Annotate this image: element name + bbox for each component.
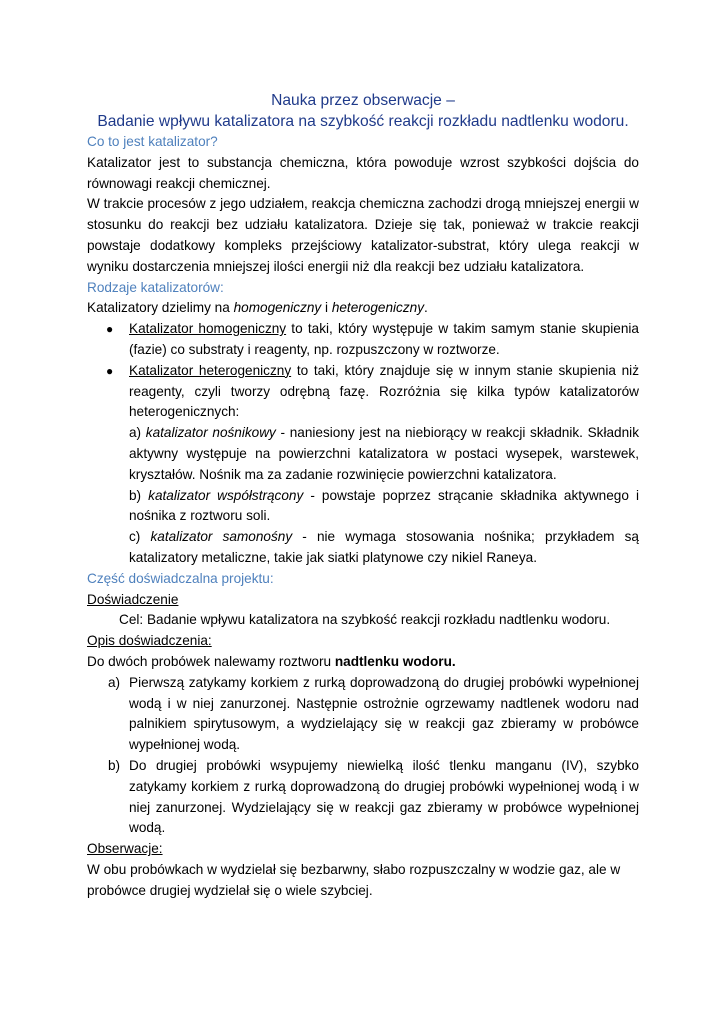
paragraph-types-intro <box>87 298 639 319</box>
heading-experimental-part: Część doświadczalna projektu: <box>87 570 274 586</box>
term-heterogeneous-catalyst: Katalizator heterogeniczny <box>129 362 292 378</box>
term-homogeneous-catalyst: Katalizator homogeniczny <box>129 321 287 337</box>
subtype-label: a) <box>129 425 146 441</box>
list-item-homogeneous <box>106 319 639 361</box>
intro-text: Katalizatory dzielimy na <box>87 300 234 316</box>
step-label: a) <box>108 674 121 690</box>
document-title <box>87 90 639 132</box>
paragraph-definition: Katalizator jest to substancja chemiczna, która powoduje wzrost szybkości dojścia do równowagi reakcji chemicznej. <box>87 154 639 191</box>
procedure-intro-text: Do dwóch probówek nalewamy roztworu <box>87 653 335 669</box>
label-experiment: Doświadczenie <box>87 591 179 607</box>
observations-line-1: W obu probówkach w wydzielał się bezbarwny, słabo rozpuszczalny w wodzie gaz, ale w <box>87 861 621 877</box>
subtype-term: katalizator współstrącony <box>148 487 304 503</box>
label-observations: Obserwacje: <box>87 841 163 857</box>
label-experiment-description: Opis doświadczenia: <box>87 633 212 649</box>
procedure-steps-list <box>87 673 639 839</box>
intro-period: . <box>424 300 428 316</box>
subtype-label: c) <box>129 529 151 545</box>
paragraph-procedure-intro <box>87 652 639 673</box>
bullet-icon: ● <box>106 322 114 337</box>
subtype-coprecipitated <box>129 486 639 528</box>
step-text: Do drugiej probówki wsypujemy niewielką ilość tlenku manganu (IV), szybko zatykamy korkiem z rurką doprowadzoną do drugiej probówki wypełnionej wodą i w niej zanurzonej. Wydzielający się w reakcji gaz zbieramy w probówce wypełnionej wodą. <box>129 757 639 836</box>
observations-line-2: probówce drugiej wydzielał się o wiele szybciej. <box>87 882 373 898</box>
term-homogeneous: homogeniczny <box>233 300 322 316</box>
bullet-icon: ● <box>106 363 114 378</box>
procedure-substance: nadtlenku wodoru. <box>334 653 456 669</box>
step-label: b) <box>108 757 121 773</box>
subtype-supported <box>129 423 639 485</box>
paragraph-mechanism: W trakcie procesów z jego udziałem, reakcja chemiczna zachodzi drogą mniejszej energii w stosunku do reakcji bez udziału katalizatora. Dzieje się tak, ponieważ w trakcie reakcji powstaje dodatkowy kompleks przejściowy katalizator-substrat, który ulega reakcji w wyniku dostarczenia mniejszej ilości energii niż dla reakcji bez udziału katalizatora. <box>87 196 639 274</box>
subtype-term: katalizator samonośny <box>150 529 293 545</box>
term-heterogeneous: heterogeniczny <box>331 300 425 316</box>
title-line-2: Badanie wpływu katalizatora na szybkość reakcji rozkładu nadtlenku wodoru. <box>97 113 629 130</box>
list-item-heterogeneous <box>106 361 639 569</box>
catalyst-types-list <box>87 319 639 569</box>
subtype-term: katalizator nośnikowy <box>145 425 276 441</box>
subtype-description: - nie wymaga stosowania nośnika; przykładem są katalizatory metaliczne, takie jak siatki platynowe czy nikiel Raneya. <box>129 529 639 565</box>
intro-conjunction: i <box>321 300 332 316</box>
heterogeneous-description: to taki, który znajduje się w innym stanie skupienia niż reagenty, czyli tworzy odrębną fazę. Rozróżnia się kilka typów katalizatorów heterogenicznych: <box>129 362 639 420</box>
subtype-unsupported <box>129 527 639 569</box>
step-text: Pierwszą zatykamy korkiem z rurką doprowadzoną do drugiej probówki wypełnionej wodą i w niej zanurzonej. Następnie ostrożnie ogrzewamy nadtlenek wodoru nad palnikiem spirytusowym, a wydzielający się w reakcji gaz zbieramy w probówce wypełnionej wodą. <box>129 674 639 753</box>
heading-what-is-catalyst: Co to jest katalizator? <box>87 134 218 149</box>
homogeneous-description: to taki, który występuje w takim samym stanie skupienia (fazie) co substraty i reagenty, np. rozpuszczony w roztworze. <box>129 321 639 357</box>
title-line-1: Nauka przez obserwacje – <box>271 92 455 109</box>
procedure-step-a <box>108 673 639 756</box>
subtype-label: b) <box>129 487 149 503</box>
subtype-description: - naniesiony jest na niebiorący w reakcji składnik. Składnik aktywny występuje na powierzchni katalizatora w postaci wysepek, warstewek, kryształów. Nośnik ma za zadanie rozwinięcie powierzchni katalizatora. <box>129 425 639 482</box>
subtype-description: - powstaje poprzez strącanie składnika aktywnego i nośnika z roztworu soli. <box>129 487 639 524</box>
procedure-step-b <box>108 756 639 839</box>
heading-catalyst-types: Rodzaje katalizatorów: <box>87 279 224 295</box>
experiment-goal: Cel: Badanie wpływu katalizatora na szybkość reakcji rozkładu nadtlenku wodoru. <box>119 612 611 628</box>
document-body <box>87 90 639 901</box>
